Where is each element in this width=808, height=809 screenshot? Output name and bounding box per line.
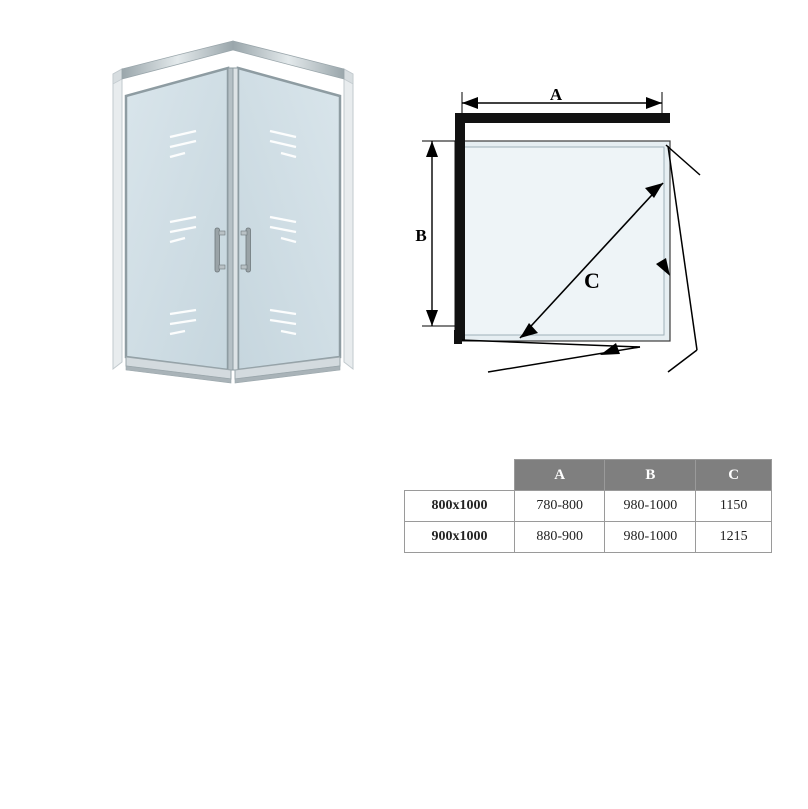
dimension-b [422,141,455,326]
plan-top-panel [455,113,670,123]
plan-hinge [454,330,462,344]
label-c: C [584,268,600,293]
label-a: A [549,85,563,104]
row-1-b: 980-1000 [605,522,696,553]
dimension-table [404,459,772,553]
row-1-size: 900x1000 [405,522,515,553]
row-1-c: 1215 [696,522,772,553]
table-row [405,522,772,553]
label-b: B [415,226,427,245]
table-header-blank [405,460,515,491]
row-0-a: 780-800 [515,491,605,522]
row-1-a: 880-900 [515,522,605,553]
table-header-b: B [605,460,696,491]
row-0-size: 800x1000 [405,491,515,522]
row-0-c: 1150 [696,491,772,522]
bottom-door-swing [460,340,640,372]
table-header-c: C [696,460,772,491]
table-header-a: A [515,460,605,491]
table-row [405,491,772,522]
plan-tray [462,147,664,335]
row-0-b: 980-1000 [605,491,696,522]
plan-left-panel [455,113,465,341]
table-header-row [405,460,772,491]
